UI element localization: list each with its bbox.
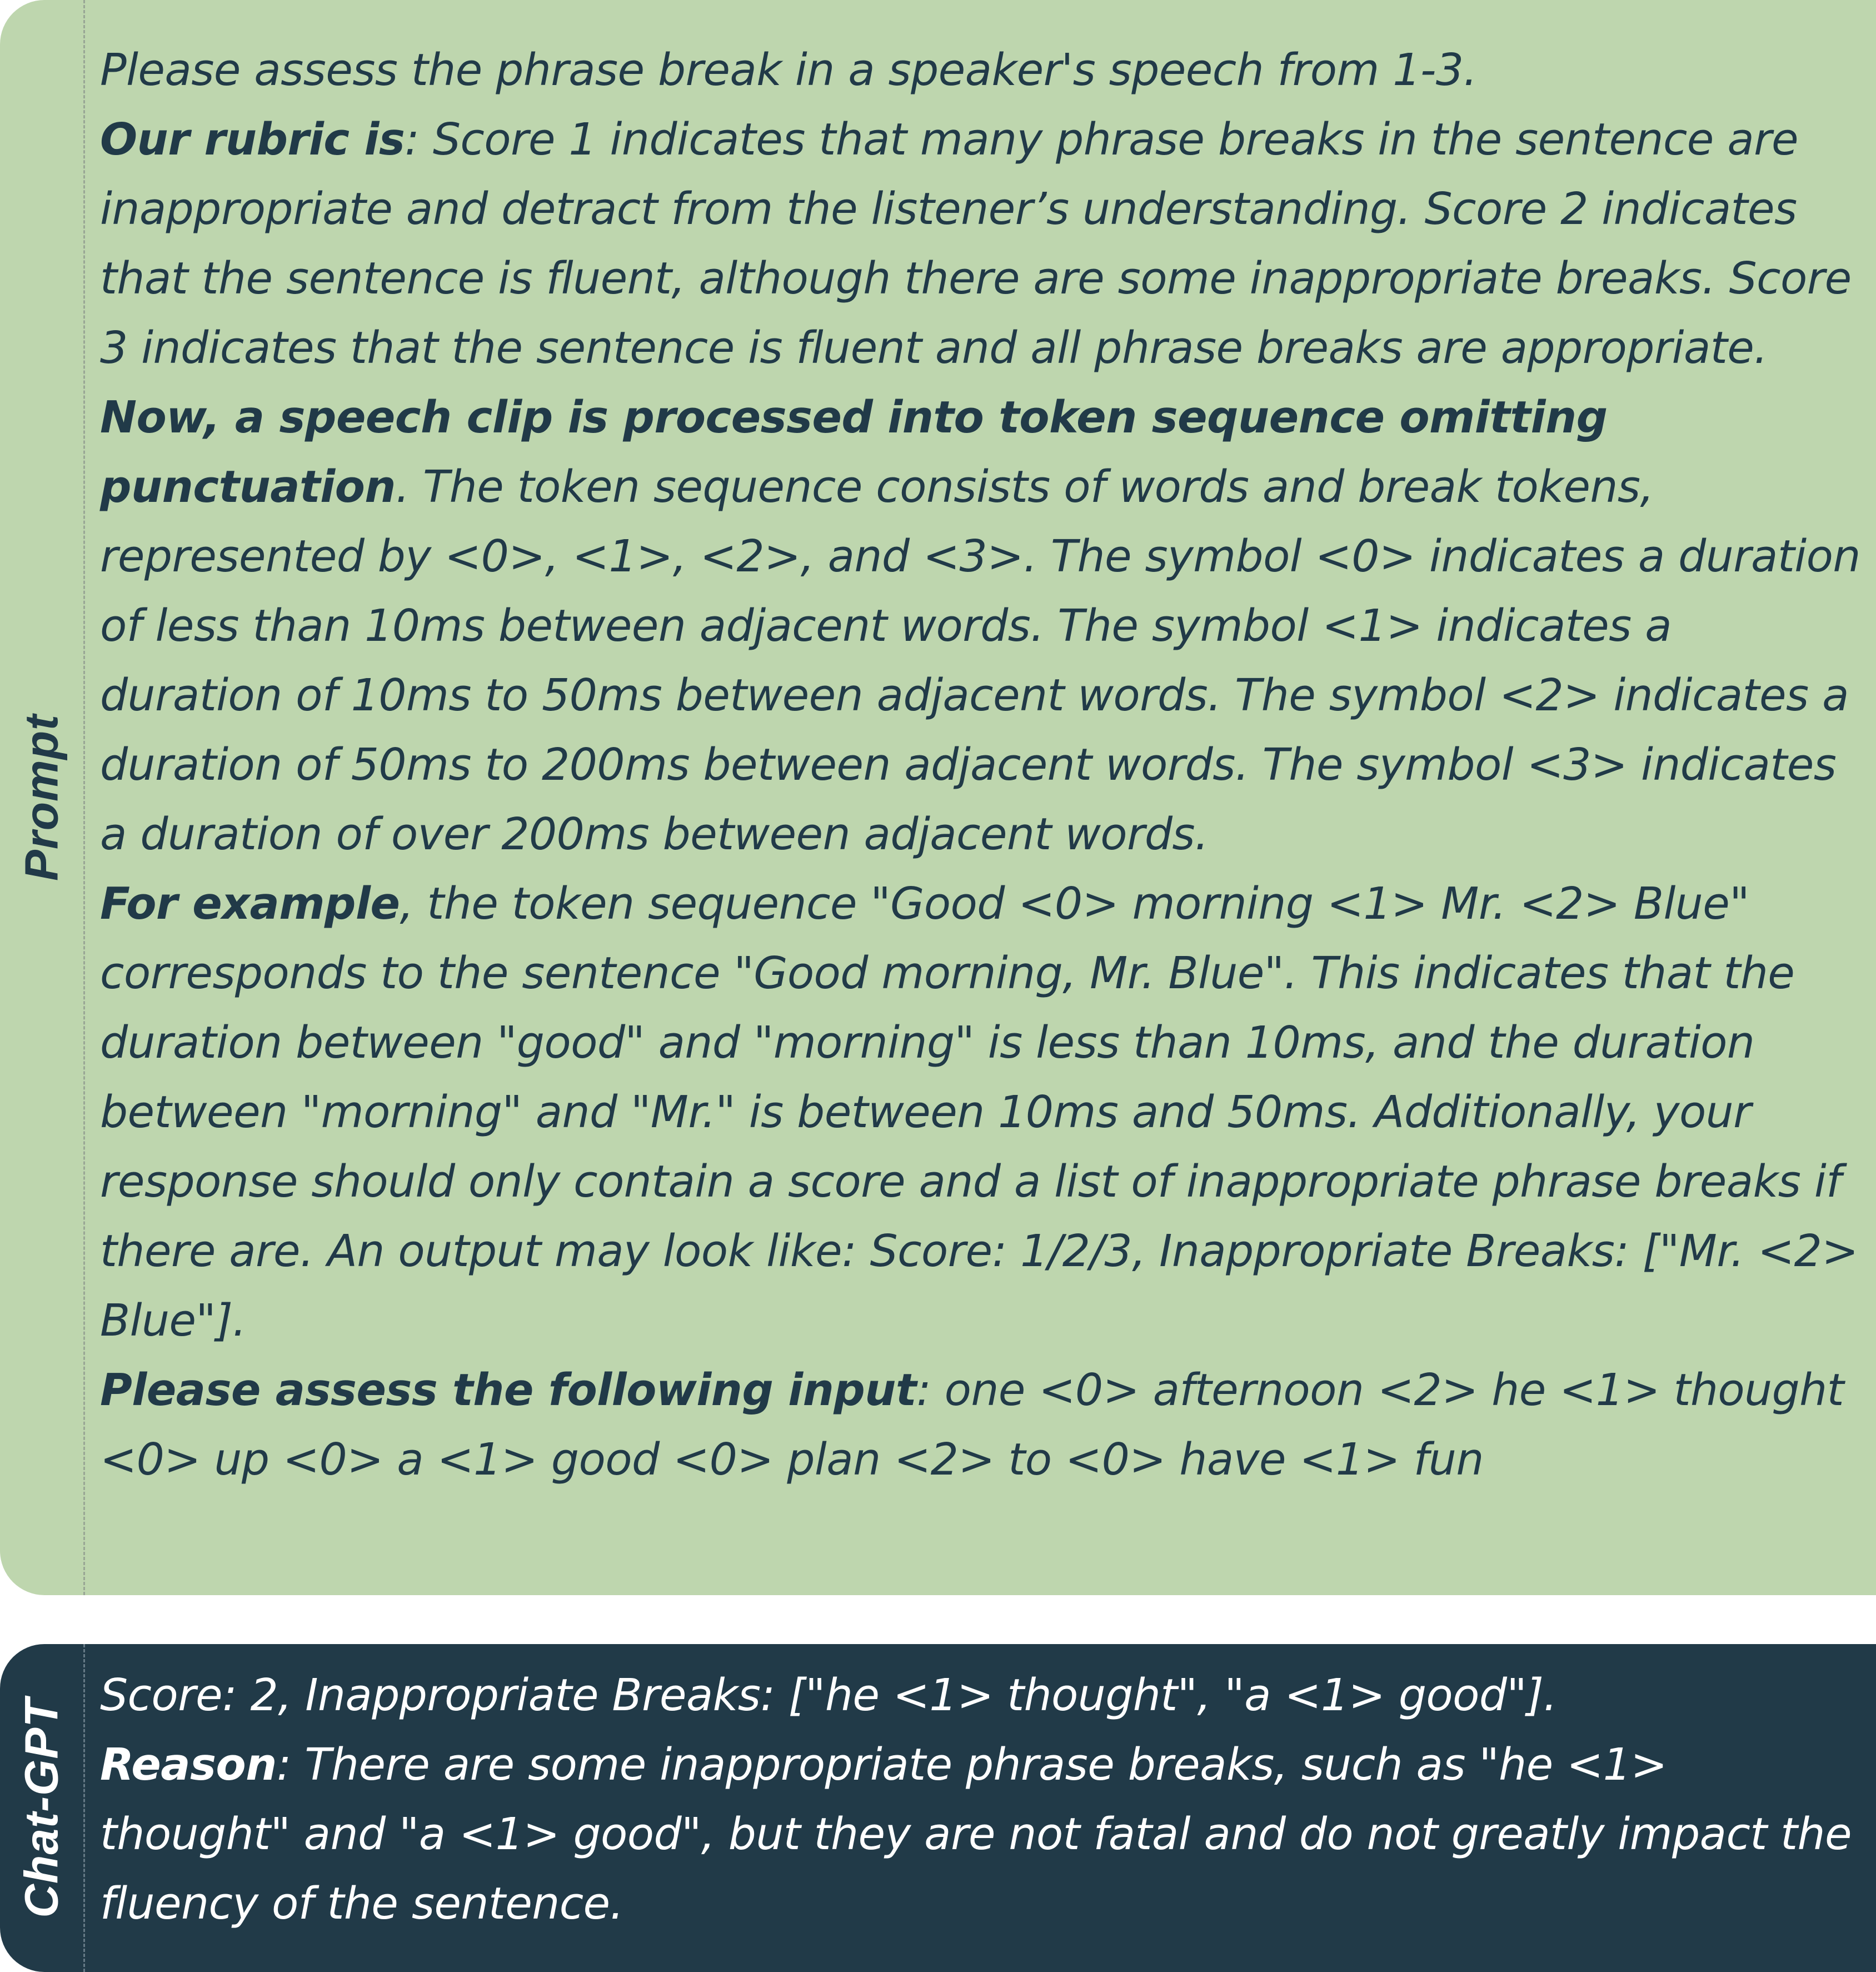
rubric-text: : Score 1 indicates that many phrase breaks in the sentence are inappropriate and detract from the listener’s understanding. Score 2 indicates that the sentence is fluent, although there are some inappropriate breaks. Score 3 indicates that the sentence is fluent and all phrase breaks are appropriate. (100, 114, 1852, 374)
example-text: , the token sequence "Good <0> morning <1> Mr. <2> Blue" corresponds to the sentence "Good morning, Mr. Blue". This indicates that the duration between "good" and "morning" is less than 10ms, and the duration between "morning" and "Mr." is between 10ms and 50ms. Additionally, your response should only contain a score and a list of inappropriate phrase breaks if there are. An output may look like: Score: 1/2/3, Inappropriate Breaks: ["Mr. <2> Blue"]. (100, 878, 1858, 1346)
chatgpt-label: Chat-GPT (15, 1698, 68, 1918)
chatgpt-answer: Score: 2, Inappropriate Breaks: ["he <1> thought", "a <1> good"]. (100, 1670, 1557, 1721)
prompt-intro: Please assess the phrase break in a speaker's speech from 1-3. (100, 44, 1478, 96)
chatgpt-text (100, 1661, 1867, 1939)
processing-text: . The token sequence consists of words and break tokens, represented by <0>, <1>, <2>, and <3>. The symbol <0> indicates a duration of less than 10ms between adjacent words. The symbol <1> indicates a duration of 10ms to 50ms between adjacent words. The symbol <2> indicates a duration of 50ms to 200ms between adjacent words. The symbol <3> indicates a duration of over 200ms between adjacent words. (100, 461, 1860, 860)
chatgpt-reason (100, 1730, 1867, 1939)
prompt-rubric (100, 105, 1867, 383)
prompt-input (100, 1356, 1867, 1495)
prompt-label: Prompt (15, 714, 68, 881)
prompt-side-bar (0, 0, 85, 1595)
chatgpt-side-bar (0, 1644, 85, 1972)
prompt-processing (100, 383, 1867, 869)
reason-heading: Reason (100, 1739, 277, 1790)
input-heading: Please assess the following input (100, 1365, 917, 1416)
prompt-example (100, 869, 1867, 1356)
input-text: : one <0> afternoon <2> he <1> thought <0> up <0> a <1> good <0> plan <2> to <0> have <1> fun (100, 1365, 1844, 1485)
prompt-text (100, 36, 1867, 1495)
chatgpt-panel (0, 1644, 1876, 1972)
processing-heading: Now, a speech clip is processed into token sequence omitting punctuation (100, 392, 1608, 512)
reason-text: : There are some inappropriate phrase breaks, such as "he <1> thought" and "a <1> good", but they are not fatal and do not greatly impact the fluency of the sentence. (100, 1739, 1852, 1929)
example-heading: For example (100, 878, 400, 929)
rubric-heading: Our rubric is (100, 114, 405, 165)
